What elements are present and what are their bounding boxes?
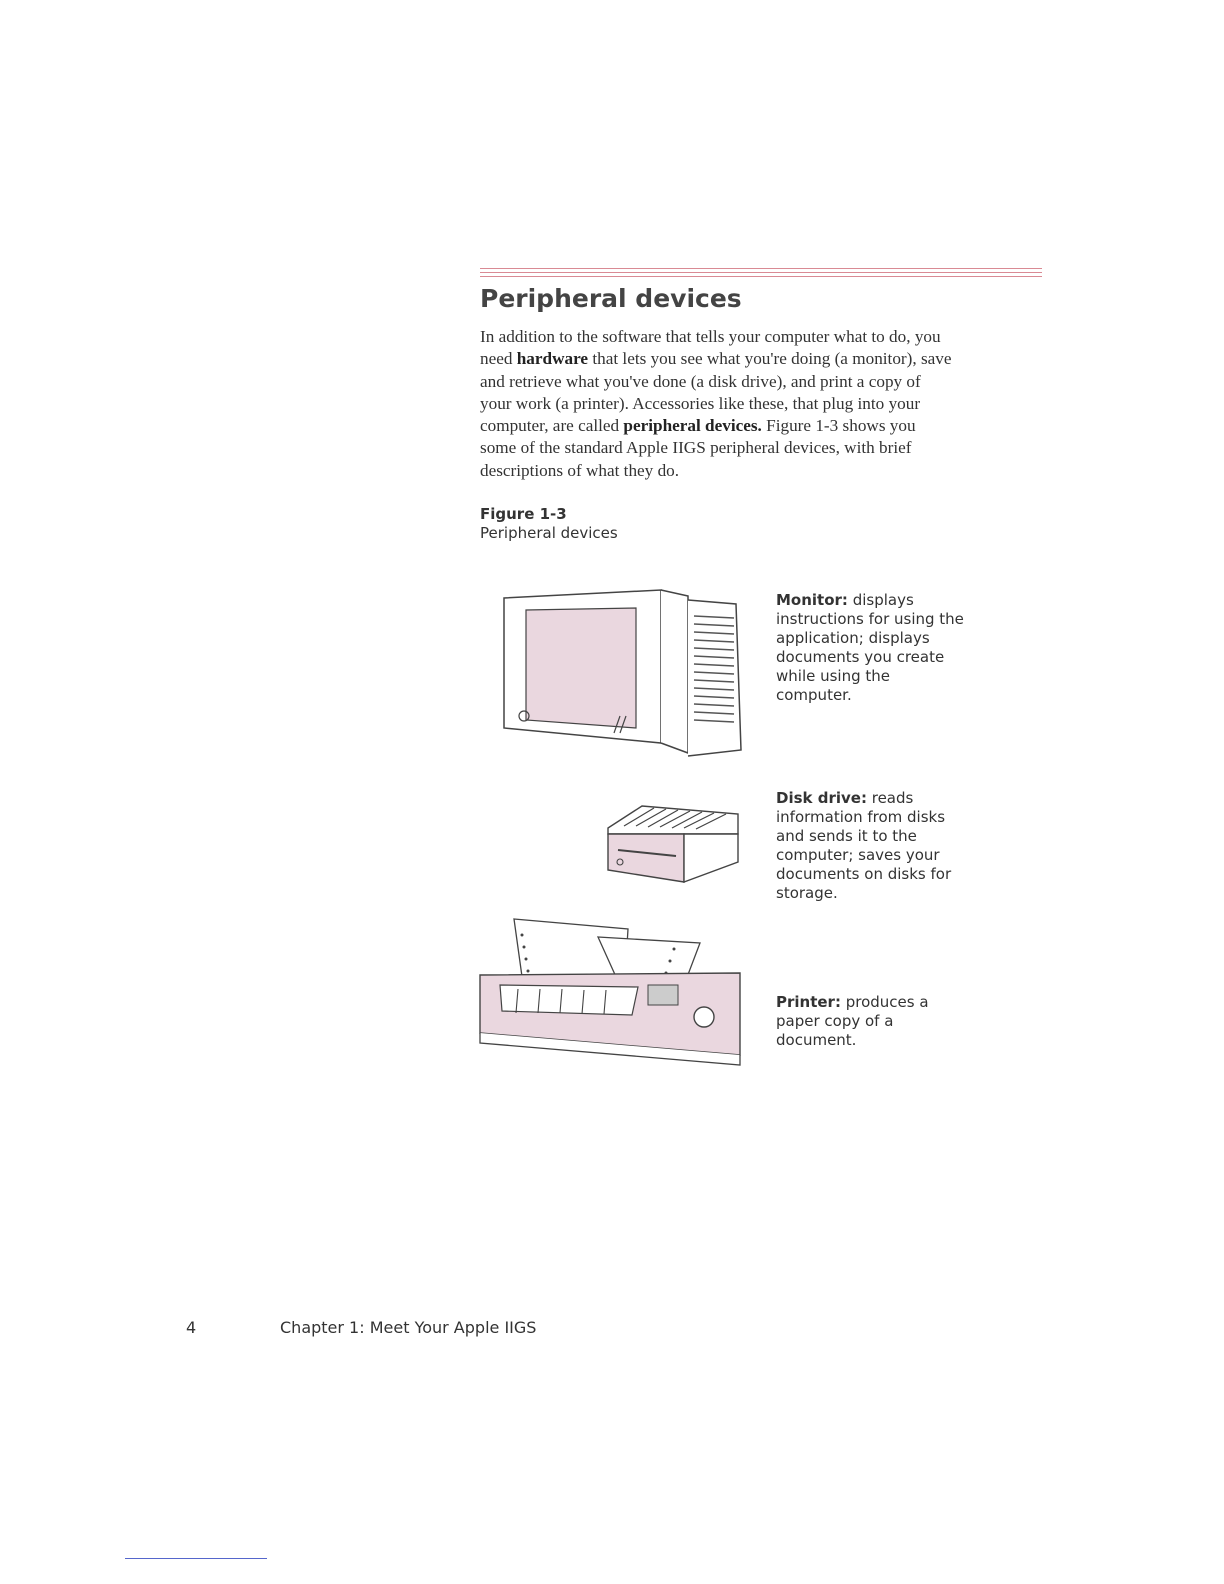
text-run: Figure 1-3 shows you [761, 416, 916, 436]
text-run: In addition to the software that tells your computer what to do, you [480, 327, 941, 346]
disk-drive-term: Disk drive: [776, 789, 867, 807]
paragraph-line [480, 393, 1040, 415]
disk-drive-description: Disk drive: reads information from disks and sends it to the computer; saves your documents on disks for storage. [776, 789, 952, 902]
monitor-description: Monitor: displays instructions for using the application; displays documents you create while using the computer. [776, 591, 964, 704]
section-rule [480, 268, 1042, 282]
text-run: computer, are called [480, 416, 624, 436]
bold-term: hardware [516, 349, 589, 369]
paragraph-line [480, 460, 1040, 482]
intro-paragraph [480, 326, 1040, 482]
text-run: descriptions of what they do. [480, 460, 680, 480]
printer-illustration [478, 915, 748, 1075]
monitor-illustration [496, 578, 752, 760]
paragraph-line [480, 348, 1040, 370]
section-title: Peripheral devices [480, 284, 742, 313]
printer-description: Printer: produces a paper copy of a document. [776, 993, 929, 1049]
printer-knob-icon [694, 1007, 714, 1027]
footnote-divider [125, 1558, 267, 1559]
paragraph-line [480, 371, 1040, 393]
chapter-title: Chapter 1: Meet Your Apple IIGS [280, 1318, 537, 1337]
page-number: 4 [186, 1318, 197, 1337]
text-run: need [480, 349, 517, 369]
text-run: some of the standard Apple IIGS peripheral devices, with brief [480, 438, 912, 458]
bold-term: peripheral devices. [623, 416, 762, 436]
text-run: your work (a printer). Accessories like these, that plug into your [480, 393, 921, 413]
paragraph-line [480, 437, 1040, 459]
paragraph-line [480, 415, 1040, 437]
figure-label [480, 505, 618, 543]
text-run: and retrieve what you've done (a disk drive), and print a copy of [480, 371, 921, 391]
printer-term: Printer: [776, 993, 841, 1011]
monitor-term: Monitor: [776, 591, 848, 609]
figure-number: Figure 1-3 [480, 505, 567, 523]
disk-drive-illustration [604, 800, 744, 886]
paragraph-line [480, 326, 1040, 348]
figure-caption: Peripheral devices [480, 524, 618, 542]
text-run: that lets you see what you're doing (a monitor), save [588, 349, 952, 369]
